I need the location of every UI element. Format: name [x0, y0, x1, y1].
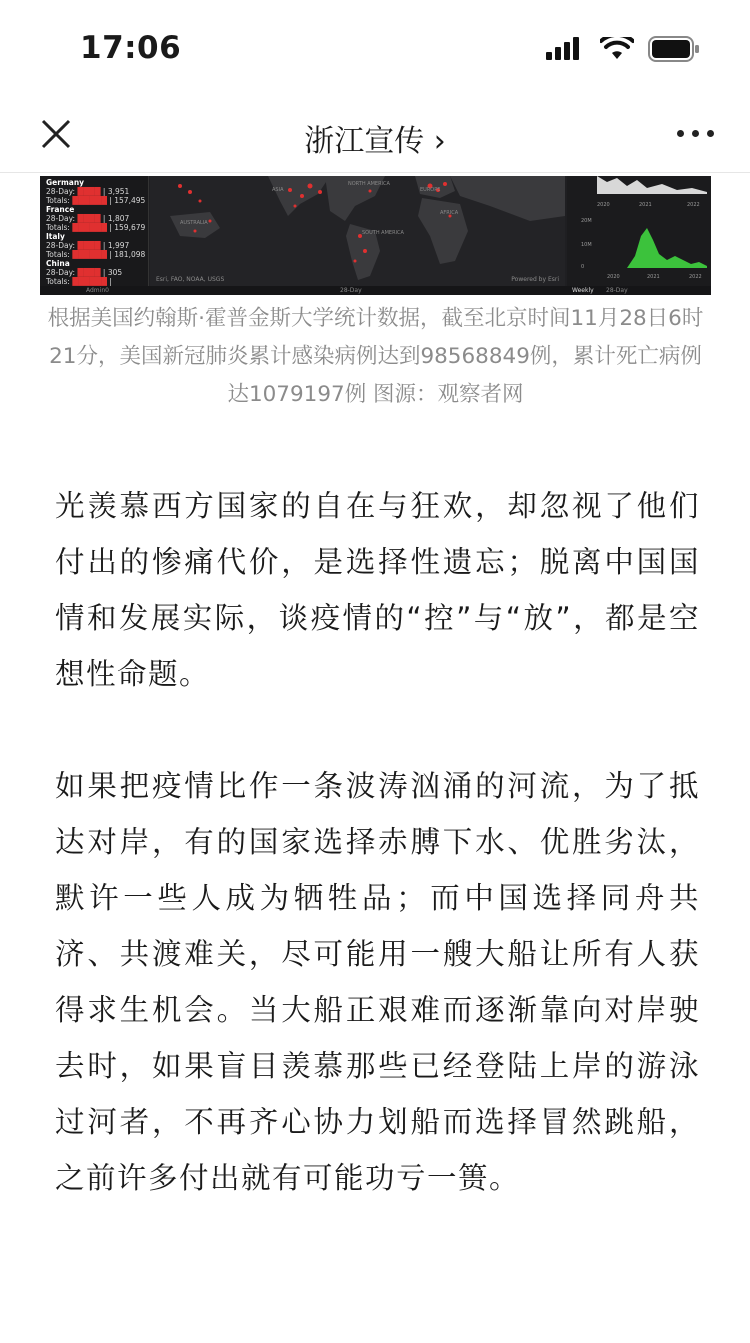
dot-icon: [677, 130, 684, 137]
svg-text:20M: 20M: [581, 218, 592, 224]
svg-text:2021: 2021: [639, 202, 652, 208]
tab-28-day: 28-Day: [606, 287, 628, 294]
stat-china: China 28-Day: ████ | 305 Totals: ██████ |: [46, 259, 123, 286]
cellular-signal-icon: [546, 37, 586, 61]
stat-italy: Italy 28-Day: ████ | 1,997 Totals: ██████ | 181,098: [46, 232, 146, 259]
svg-text:2022: 2022: [687, 202, 700, 208]
svg-text:ASIA: ASIA: [272, 187, 284, 193]
svg-text:AUSTRALIA: AUSTRALIA: [180, 220, 208, 226]
article-paragraph: 光羡慕西方国家的自在与狂欢，却忽视了他们付出的惨痛代价，是选择性遗忘；脱离中国国情和发展实际，谈疫情的“控”与“放”，都是空想性命题。: [55, 489, 700, 691]
world-map-graphic: [150, 176, 565, 286]
battery-icon: [648, 36, 700, 62]
status-bar: [0, 0, 750, 100]
image-caption: 根据美国约翰斯·霍普金斯大学统计数据，截至北京时间11月28日6时21分，美国新冠肺炎累计感染病例达到98568849例，累计死亡病例达1079197例 图源：观察者网: [47, 306, 704, 407]
account-title-link[interactable]: 浙江宣传 ›: [304, 124, 446, 159]
more-options-button[interactable]: [677, 130, 714, 137]
map-footer-label: 28-Day: [340, 287, 362, 294]
left-footer-label: Admin0: [86, 287, 109, 294]
svg-text:AFRICA: AFRICA: [440, 210, 459, 216]
article-paragraph: 如果把疫情比作一条波涛汹涌的河流，为了抵达对岸，有的国家选择赤膊下水、优胜劣汰，默许一些人成为牺牲品；而中国选择同舟共济、共渡难关，尽可能用一艘大船让所有人获得求生机会。当大船正艰难而逐渐靠向对岸驶去时，如果盲目羡慕那些已经登陆上岸的游泳过河者，不再齐心协力划船而选择冒然跳船，之前许多付出就有可能功亏一篑。: [55, 769, 700, 1195]
svg-text:2022: 2022: [689, 274, 702, 280]
world-map: [150, 176, 565, 286]
tab-weekly: Weekly: [572, 287, 594, 294]
nav-bar: [0, 100, 750, 173]
country-stats-panel: [40, 176, 149, 286]
svg-text:EUROPE: EUROPE: [420, 187, 441, 193]
vaccination-chart-graphic: [567, 176, 711, 286]
svg-text:10M: 10M: [581, 242, 592, 248]
svg-text:2020: 2020: [597, 202, 610, 208]
wifi-icon: [600, 37, 634, 61]
map-credit: Esri, FAO, NOAA, USGS: [156, 276, 225, 283]
stat-germany: Germany 28-Day: ████ | 3,951 Totals: ██████ | 157,495: [46, 178, 146, 205]
svg-text:2021: 2021: [647, 274, 660, 280]
image-footer-bar: [40, 286, 711, 295]
vaccination-charts: [567, 176, 711, 286]
svg-text:2020: 2020: [607, 274, 620, 280]
status-time: 17:06: [80, 30, 182, 66]
svg-text:0: 0: [581, 264, 585, 270]
dot-icon: [707, 130, 714, 137]
status-icons: [546, 36, 700, 62]
stat-france: France 28-Day: ████ | 1,807 Totals: ██████ | 159,679: [46, 205, 146, 232]
map-powered-by: Powered by Esri: [511, 276, 559, 283]
dot-icon: [692, 130, 699, 137]
svg-text:SOUTH AMERICA: SOUTH AMERICA: [362, 230, 404, 236]
article-image[interactable]: [40, 176, 711, 295]
svg-text:NORTH AMERICA: NORTH AMERICA: [348, 181, 390, 187]
